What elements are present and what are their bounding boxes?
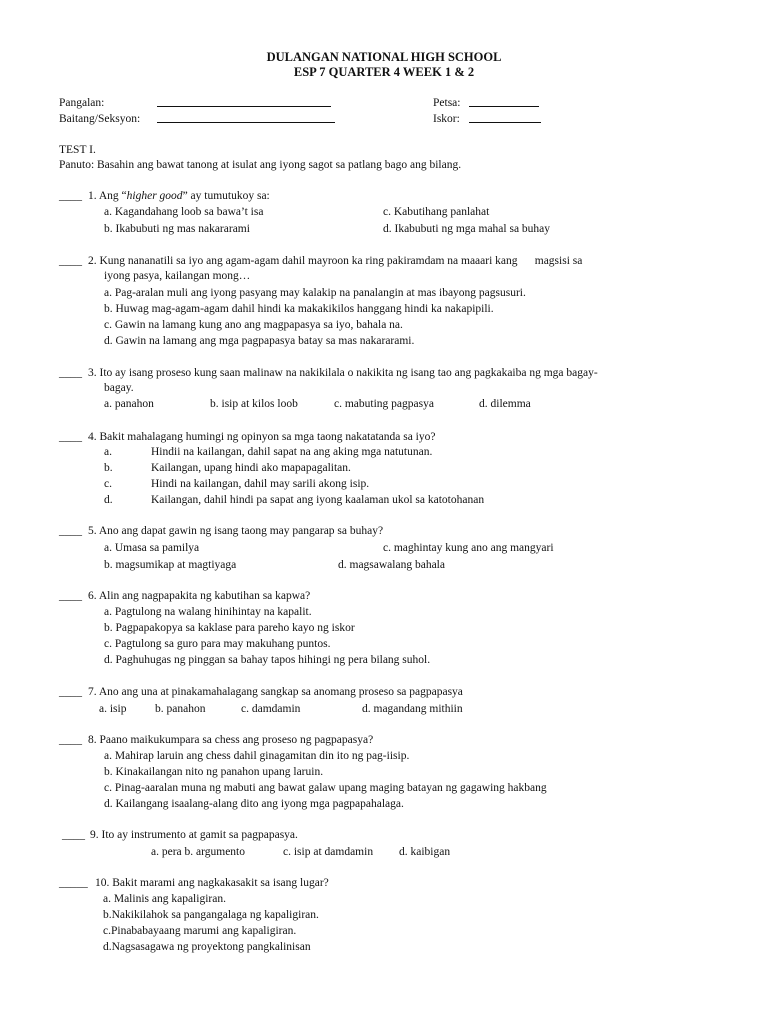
q4-blank[interactable]: ____ (59, 431, 82, 443)
q2-option-b: b. Huwag mag-agam-agam dahil hindi ka makakikilos hanggang hindi ka nakapipili. (104, 303, 494, 315)
q1-option-d: d. Ikabubuti ng mga mahal sa buhay (383, 223, 551, 235)
score-field[interactable] (469, 112, 541, 123)
q1-stem: 1. Ang “higher good” ay tumutukoy sa: (88, 190, 270, 202)
q1-option-a: a. Kagandahang loob sa bawa’t isa (104, 206, 264, 218)
q9-option-ab: a. pera b. argumento (151, 846, 245, 858)
q7-option-c: c. damdamin (241, 703, 301, 715)
q3-blank[interactable]: ____ (59, 367, 82, 379)
q4-option-d: Kailangan, dahil hindi pa sapat ang iyong kaalaman ukol sa katotohanan (151, 494, 485, 506)
q4-option-c: Hindi na kailangan, dahil may sarili akong isip. (151, 478, 370, 490)
q10-blank[interactable]: _____ (59, 877, 88, 889)
q8-option-d: d. Kailangang isaalang-alang dito ang iyong mga pagpapahalaga. (104, 798, 404, 810)
q5-option-c: c. maghintay kung ano ang mangyari (383, 542, 554, 554)
q3-option-b: b. isip at kilos loob (210, 398, 298, 410)
q6-option-c: c. Pagtulong sa guro para may makuhang puntos. (104, 638, 331, 650)
q6-option-a: a. Pagtulong na walang hinihintay na kapalit. (104, 606, 312, 618)
q4-option-d-letter: d. (104, 494, 113, 506)
q1-option-c: c. Kabutihang panlahat (383, 206, 490, 218)
q2-stem-line1: 2. Kung nananatili sa iyo ang agam-agam dahil mayroon ka ring pakiramdam na maaari kang magsisi sa (88, 255, 583, 267)
q1-blank[interactable]: ____ (59, 190, 82, 202)
q3-option-c: c. mabuting pagpasya (334, 398, 434, 410)
q10-stem: 10. Bakit marami ang nagkakasakit sa isang lugar? (95, 877, 329, 889)
q8-option-c: c. Pinag-aaralan muna ng mabuti ang bawat galaw upang maging batayan ng gagawing hakbang (104, 782, 547, 794)
q4-option-a: Hindii na kailangan, dahil sapat na ang aking mga natutunan. (151, 446, 433, 458)
q9-blank[interactable]: ____ (62, 829, 85, 841)
q5-option-d: d. magsawalang bahala (338, 559, 445, 571)
q8-option-b: b. Kinakailangan nito ng panahon upang laruin. (104, 766, 324, 778)
name-label: Pangalan: (59, 97, 105, 109)
q6-blank[interactable]: ____ (59, 590, 82, 602)
q7-stem: 7. Ano ang una at pinakamahalagang sangkap sa anomang proseso sa pagpapasya (88, 686, 463, 698)
q2-option-d: d. Gawin na lamang ang mga pagpapasya batay sa mas nakararami. (104, 335, 415, 347)
q5-stem: 5. Ano ang dapat gawin ng isang taong may pangarap sa buhay? (88, 525, 384, 537)
instructions: Panuto: Basahin ang bawat tanong at isulat ang iyong sagot sa patlang bago ang bilang. (59, 159, 462, 171)
q3-stem-line1: 3. Ito ay isang proseso kung saan malinaw na nakikilala o nakikita ng isang tao ang pagkakaiba ng mga bagay- (88, 367, 598, 379)
q2-blank[interactable]: ____ (59, 255, 82, 267)
q5-option-b: b. magsumikap at magtiyaga (104, 559, 237, 571)
date-field[interactable] (469, 96, 539, 107)
q4-option-c-letter: c. (104, 478, 112, 490)
q2-option-c: c. Gawin na lamang kung ano ang magpapasya sa iyo, bahala na. (104, 319, 403, 331)
q3-option-a: a. panahon (104, 398, 154, 410)
q4-stem: 4. Bakit mahalagang humingi ng opinyon sa mga taong nakatatanda sa iyo? (88, 431, 436, 443)
exam-subtitle: ESP 7 QUARTER 4 WEEK 1 & 2 (293, 65, 475, 79)
test-title: TEST I. (59, 144, 96, 156)
q8-stem: 8. Paano maikukumpara sa chess ang proseso ng pagpapasya? (88, 734, 374, 746)
q2-stem-line2: iyong pasya, kailangan mong… (104, 270, 251, 282)
q7-option-b: b. panahon (155, 703, 206, 715)
q8-blank[interactable]: ____ (59, 734, 82, 746)
q2-option-a: a. Pag-aralan muli ang iyong pasyang may kalakip na panalangin at mas ibayong pagsusuri. (104, 287, 526, 299)
q9-stem: 9. Ito ay instrumento at gamit sa pagpapasya. (90, 829, 298, 841)
q10-option-c: c.Pinababayaang marumi ang kapaligiran. (103, 925, 297, 937)
q10-option-d: d.Nagsasagawa ng proyektong pangkalinisan (103, 941, 311, 953)
date-label: Petsa: (433, 97, 461, 109)
q7-option-d: d. magandang mithiin (362, 703, 463, 715)
q5-option-a: a. Umasa sa pamilya (104, 542, 200, 554)
q3-stem-line2: bagay. (104, 382, 134, 394)
q10-option-b: b.Nakikilahok sa pangangalaga ng kapaligiran. (103, 909, 319, 921)
q9-option-d: d. kaibigan (399, 846, 451, 858)
score-label: Iskor: (433, 113, 460, 125)
q7-blank[interactable]: ____ (59, 686, 82, 698)
q10-option-a: a. Malinis ang kapaligiran. (103, 893, 226, 905)
q6-stem: 6. Alin ang nagpapakita ng kabutihan sa kapwa? (88, 590, 311, 602)
q5-blank[interactable]: ____ (59, 525, 82, 537)
q6-option-b: b. Pagpapakopya sa kaklase para pareho kayo ng iskor (104, 622, 355, 634)
name-field[interactable] (157, 96, 331, 107)
q1-option-b: b. Ikabubuti ng mas nakararami (104, 223, 250, 235)
q7-option-a: a. isip (99, 703, 127, 715)
section-field[interactable] (157, 112, 335, 123)
school-name: DULANGAN NATIONAL HIGH SCHOOL (266, 50, 502, 64)
q8-option-a: a. Mahirap laruin ang chess dahil ginagamitan din ito ng pag-iisip. (104, 750, 410, 762)
q4-option-a-letter: a. (104, 446, 112, 458)
section-label: Baitang/Seksyon: (59, 113, 141, 125)
q6-option-d: d. Paghuhugas ng pinggan sa bahay tapos hihingi ng pera bilang suhol. (104, 654, 431, 666)
q4-option-b: Kailangan, upang hindi ako mapapagalitan. (151, 462, 351, 474)
q3-option-d: d. dilemma (479, 398, 531, 410)
q4-option-b-letter: b. (104, 462, 113, 474)
q9-option-c: c. isip at damdamin (283, 846, 374, 858)
